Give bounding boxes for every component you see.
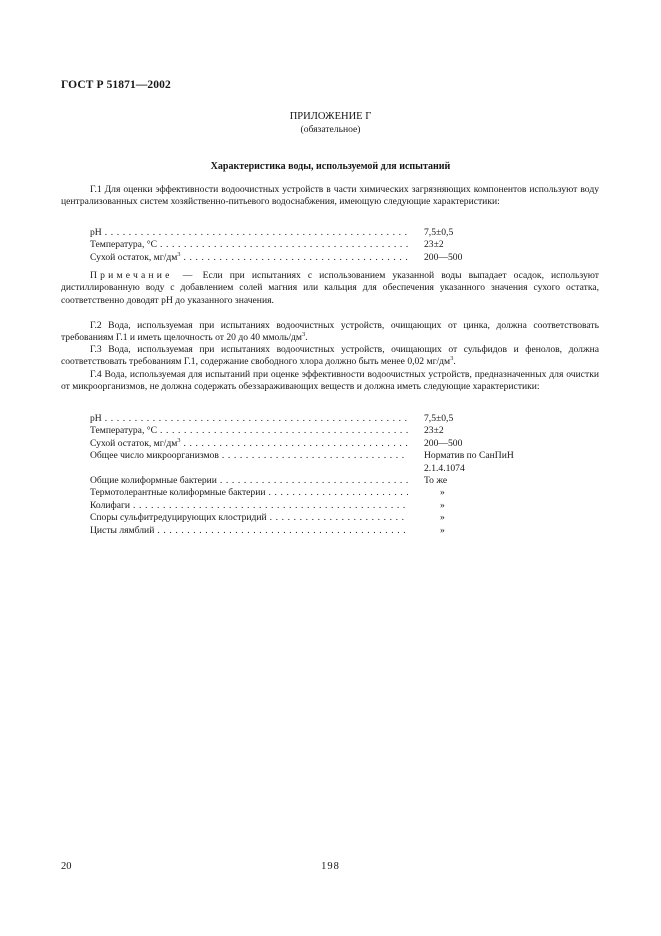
characteristics-table-2 xyxy=(90,413,514,537)
table-row xyxy=(90,487,490,499)
row-value: 200—500 xyxy=(424,251,463,263)
row-label: Колифаги . . . xyxy=(90,500,408,512)
note-paragraph xyxy=(61,270,599,307)
section-heading: Характеристика воды, используемой для испытаний xyxy=(210,161,451,172)
table-row xyxy=(90,438,490,450)
appendix-title: ПРИЛОЖЕНИЕ Г xyxy=(289,111,372,122)
row-value: 23±2 xyxy=(424,239,444,251)
table-row xyxy=(90,450,514,475)
table-row xyxy=(90,413,490,425)
row-label: pH . . . xyxy=(90,227,408,239)
g2-sup: 3 xyxy=(302,331,306,339)
row-label: Температура, °С . . . xyxy=(90,239,408,251)
characteristics-table-1 xyxy=(90,227,490,264)
row-value-line2: 2.1.4.1074 xyxy=(424,462,465,474)
doc-id: ГОСТ Р 51871—2002 xyxy=(61,79,171,91)
note-text: Если при испытаниях с использованием указанной воды выпадает осадок, используют дистиллированную воду с добавлением солей магния или кальция для обеспечения указанного значения сухого остатка, соответственно доводят pH до указанного значения. xyxy=(61,270,599,306)
row-label xyxy=(90,252,408,264)
row-label: Общие колиформные бактерии . . . xyxy=(90,475,408,487)
row-value: 23±2 xyxy=(424,425,444,437)
row-value: 7,5±0,5 xyxy=(424,413,454,424)
row-label-text: Сухой остаток, мг/дм xyxy=(90,251,178,263)
paragraph-g3 xyxy=(61,344,599,369)
row-label-text: Сухой остаток, мг/дм xyxy=(90,437,178,449)
appendix-subtitle: (обязательное) xyxy=(300,124,361,135)
row-value xyxy=(424,450,584,475)
table-row xyxy=(90,512,490,524)
note-lead: Примечание — xyxy=(90,270,196,281)
row-label: Температура, °С . . . xyxy=(90,425,408,437)
table-row xyxy=(90,475,490,487)
row-label: pH . . . xyxy=(90,413,408,425)
row-label: Термотолерантные колиформные бактерии . . . xyxy=(90,487,408,499)
row-value: » xyxy=(440,524,445,536)
g3-sup: 3 xyxy=(450,355,454,363)
g2-tail: . xyxy=(305,332,308,344)
row-value-line1: Норматив по СанПиН xyxy=(424,450,514,462)
table-row xyxy=(90,252,490,264)
table-row xyxy=(90,500,490,512)
row-value: 7,5±0,5 xyxy=(424,227,454,238)
row-label-sup: 3 xyxy=(177,251,181,258)
g3-text: Г.3 Вода, используемая при испытаниях водоочистных устройств, очищающих от сульфидов и фенолов, должна соответствовать требованиям Г.1, содержание свободного хлора должно быть менее 0,02 мг/дм xyxy=(61,344,599,368)
row-label: Общее число микроорганизмов . . . xyxy=(90,450,408,462)
row-label: Цисты лямблий . . . xyxy=(90,525,408,537)
row-value: 200—500 xyxy=(424,437,463,449)
g2-text: Г.2 Вода, используемая при испытаниях водоочистных устройств, очищающих от цинка, должна соответствовать требованиям Г.1 и иметь щелочность от 20 до 40 ммоль/дм xyxy=(61,320,599,344)
row-value: То же xyxy=(424,474,448,486)
row-value: » xyxy=(440,487,445,499)
table-row xyxy=(90,239,490,251)
table-row xyxy=(90,227,490,239)
g3-tail: . xyxy=(453,356,456,368)
paragraph-g4: Г.4 Вода, используемая для испытаний при оценке эффективности водоочистных устройств, предназначенных для очистки от микроорганизмов, не должна содержать обеззараживающих веществ и должна иметь следующие характеристики: xyxy=(61,369,599,393)
table-row xyxy=(90,525,490,537)
page-number-left: 20 xyxy=(61,861,72,872)
row-label xyxy=(90,438,408,450)
paragraph-g2 xyxy=(61,320,599,345)
row-label: Споры сульфитредуцирующих клостридий . . . xyxy=(90,512,408,524)
row-label-sup: 3 xyxy=(177,437,181,444)
table-row xyxy=(90,425,490,437)
row-value: » xyxy=(440,499,445,511)
page-number-center: 198 xyxy=(321,861,340,872)
paragraph-g1: Г.1 Для оценки эффективности водоочистных устройств в части химических загрязняющих компонентов используют воду централизованных систем хозяйственно-питьевого водоснабжения, имеющую следующие характеристики: xyxy=(61,184,599,208)
row-value: » xyxy=(440,512,445,524)
